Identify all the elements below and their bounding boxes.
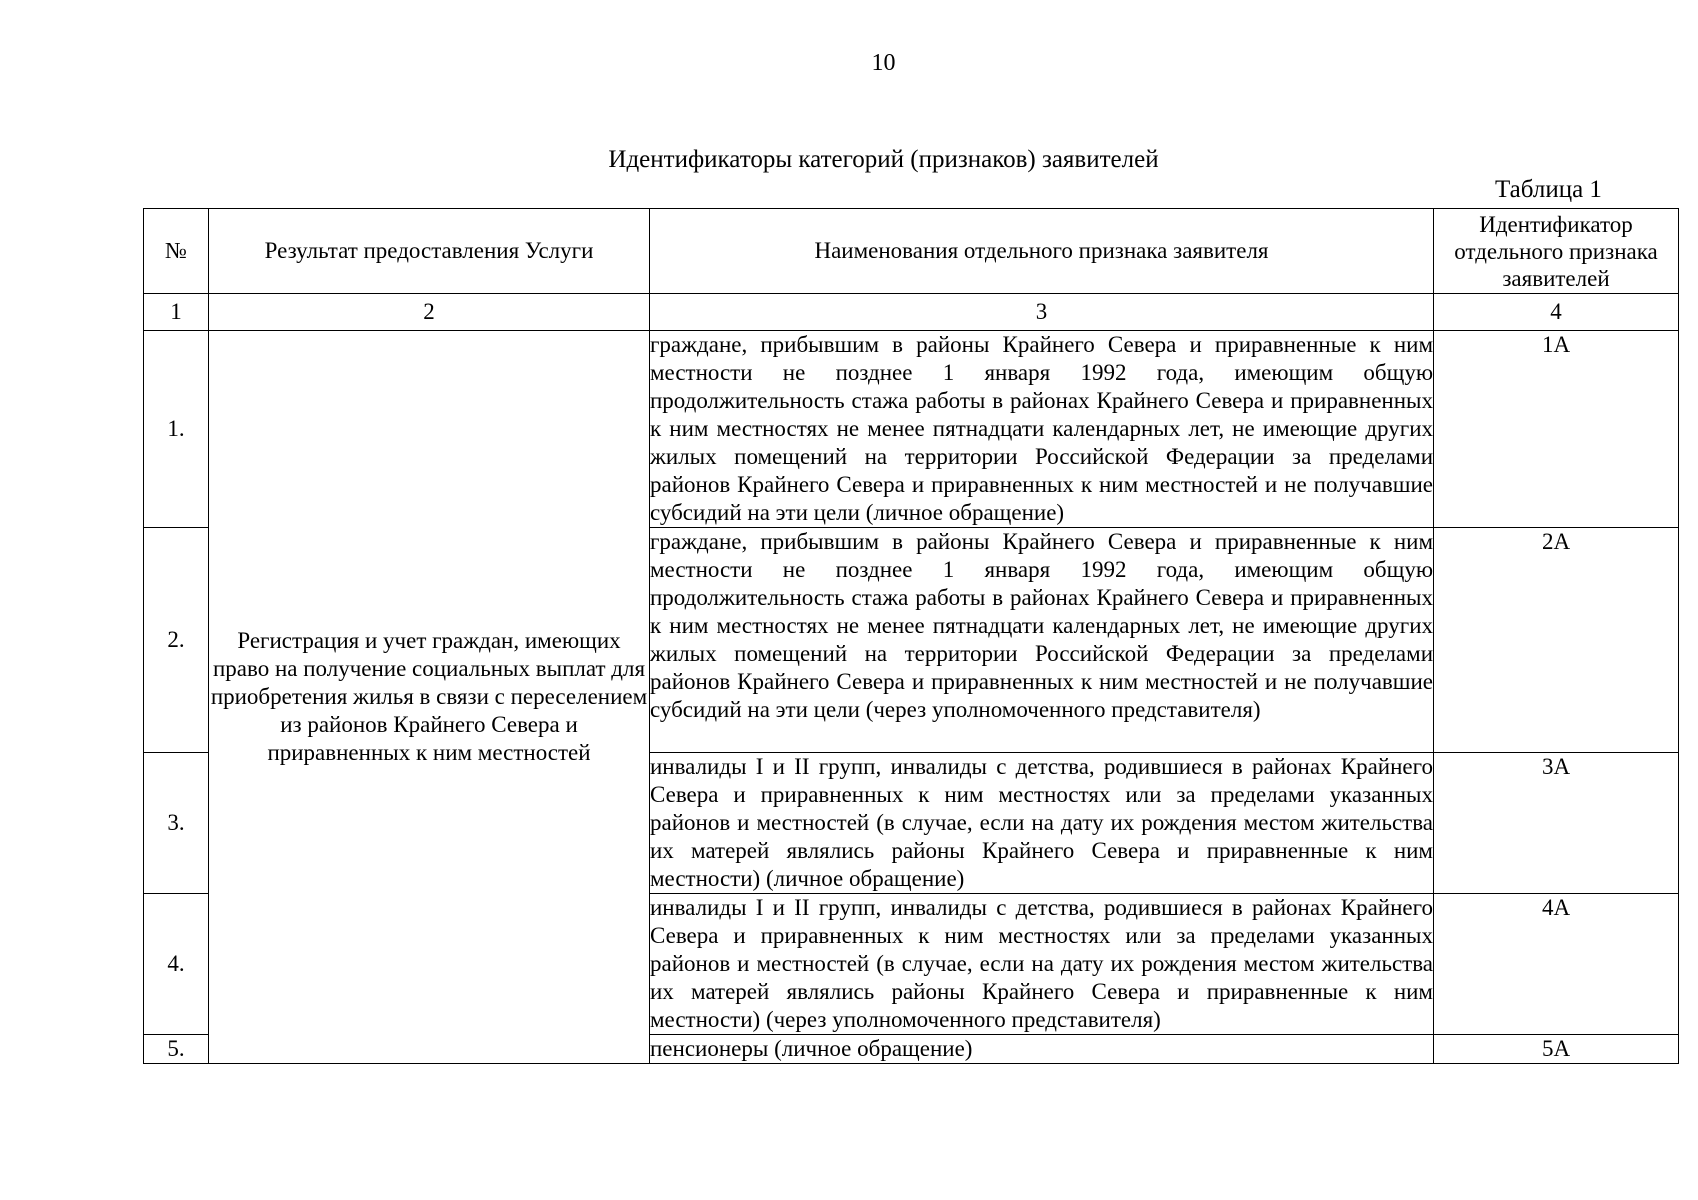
column-number-row [144,294,1679,331]
column-number: 1 [144,294,209,331]
applicant-feature-cell: граждане, прибывшим в районы Крайнего Севера и приравненные к ним местности не позднее 1 января 1992 года, имеющим общую продолжительность стажа работы в районах Крайнего Севера и приравненных к ним местностях не менее пятнадцати календарных лет, не имеющие других жилых помещений на территории Российской Федерации за пределами районов Крайнего Севера и приравненных к ним местностей и не получавшие субсидий на эти цели (личное обращение) [650,331,1434,528]
row-number: 3. [144,753,209,894]
service-result-cell: Регистрация и учет граждан, имеющих право на получение социальных выплат для приобретения жилья в связи с переселением из районов Крайнего Севера и приравненных к ним местностей [209,331,650,1064]
row-number: 2. [144,528,209,753]
applicant-feature-cell: пенсионеры (личное обращение) [650,1035,1434,1064]
applicant-feature-cell: инвалиды I и II групп, инвалиды с детства, родившиеся в районах Крайнего Севера и приравненных к ним местностях или за пределами указанных районов и местностей (в случае, если на дату их рождения местом жительства их матерей являлись районы Крайнего Севера и приравненные к ним местности) (через уполномоченного представителя) [650,894,1434,1035]
header-result: Результат предоставления Услуги [209,209,650,294]
identifier-code: 4А [1434,894,1679,1035]
header-feature: Наименования отдельного признака заявителя [650,209,1434,294]
row-number: 4. [144,894,209,1035]
identifier-code: 2А [1434,528,1679,753]
table-caption: Таблица 1 [1495,176,1602,203]
applicant-identifiers-table [143,208,1679,1064]
document-title: Идентификаторы категорий (признаков) заявителей [608,146,1159,173]
row-number: 1. [144,331,209,528]
applicant-feature-cell: инвалиды I и II групп, инвалиды с детства, родившиеся в районах Крайнего Севера и приравненных к ним местностях или за пределами указанных районов и местностей (в случае, если на дату их рождения местом жительства их матерей являлись районы Крайнего Севера и приравненные к ним местности) (личное обращение) [650,753,1434,894]
header-identifier: Идентификатор отдельного признака заявителей [1434,209,1679,294]
applicant-feature-cell: граждане, прибывшим в районы Крайнего Севера и приравненные к ним местности не позднее 1 января 1992 года, имеющим общую продолжительность стажа работы в районах Крайнего Севера и приравненных к ним местностях не менее пятнадцати календарных лет, не имеющие других жилых помещений на территории Российской Федерации за пределами районов Крайнего Севера и приравненных к ним местностей и не получавшие субсидий на эти цели (через уполномоченного представителя) [650,528,1434,753]
column-number: 3 [650,294,1434,331]
identifier-code: 5А [1434,1035,1679,1064]
table-header-row [144,209,1679,294]
column-number: 2 [209,294,650,331]
column-number: 4 [1434,294,1679,331]
identifier-code: 1А [1434,331,1679,528]
table-row [144,331,1679,528]
header-num: № [144,209,209,294]
page-number: 10 [871,50,896,76]
row-number: 5. [144,1035,209,1064]
identifier-code: 3А [1434,753,1679,894]
